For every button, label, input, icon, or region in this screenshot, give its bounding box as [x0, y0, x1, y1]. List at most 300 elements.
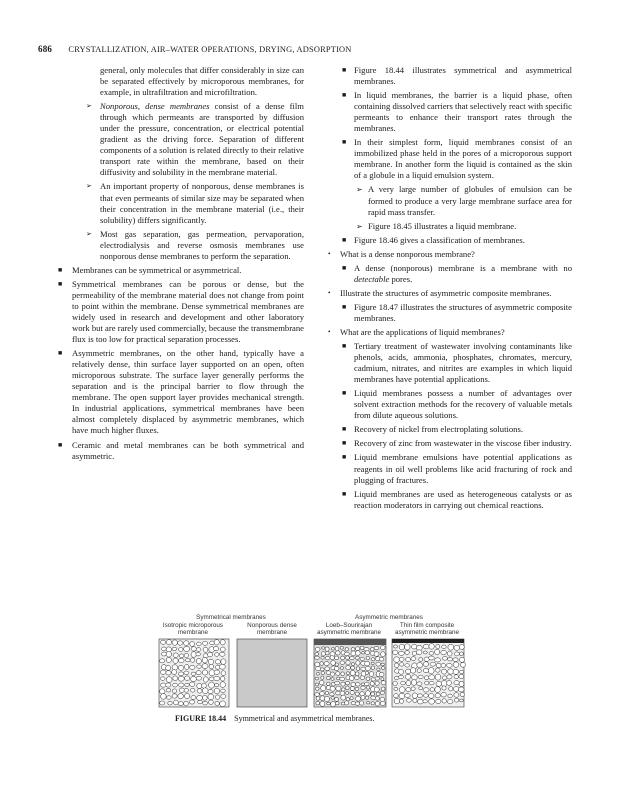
pore	[325, 696, 330, 701]
pore	[320, 668, 324, 671]
pore	[221, 676, 225, 681]
pore	[447, 663, 453, 667]
pore	[459, 681, 464, 686]
pore	[179, 672, 184, 676]
pore	[381, 678, 384, 681]
pore	[316, 687, 320, 690]
pore	[160, 689, 165, 694]
pore	[381, 667, 385, 670]
pore	[191, 677, 197, 682]
pore	[198, 700, 203, 703]
pore	[355, 651, 360, 656]
pore	[454, 652, 459, 656]
pore	[423, 694, 428, 698]
panel3-label-2: asymmetric membrane	[316, 629, 382, 636]
pore	[442, 645, 447, 649]
pore	[173, 676, 178, 681]
panel1-label-2: membrane	[177, 629, 209, 636]
pore	[221, 671, 226, 676]
pore	[173, 683, 178, 687]
pore	[160, 659, 165, 663]
pore	[325, 691, 328, 694]
pore	[370, 682, 374, 686]
pore	[375, 697, 379, 700]
pore	[325, 651, 329, 655]
pore	[208, 652, 213, 657]
pore	[315, 662, 320, 667]
paragraph: ■ In liquid membranes, the barrier is a liquid phase, often containing dissolved carriers that selectively react with specific permeants to enhance their transport rates through the membranes.	[342, 90, 572, 134]
pore	[346, 656, 350, 660]
pore	[179, 688, 184, 692]
pore	[405, 674, 410, 679]
pore	[196, 653, 201, 656]
pore	[366, 677, 370, 681]
pore	[315, 647, 320, 651]
pore	[455, 698, 459, 702]
pore	[393, 650, 398, 655]
pore	[209, 677, 214, 681]
pore	[316, 673, 319, 676]
pore	[425, 681, 429, 685]
pore	[184, 671, 189, 675]
pore	[320, 696, 325, 701]
pore	[321, 685, 326, 690]
pore	[209, 700, 214, 704]
pore	[325, 667, 330, 671]
pore	[355, 676, 360, 680]
paragraph: ■ Figure 18.47 illustrates the structures of asymmetric composite membranes.	[342, 301, 572, 323]
pore	[220, 701, 226, 707]
pore	[400, 699, 404, 703]
pore	[321, 671, 324, 674]
pore	[399, 651, 405, 655]
pore	[371, 658, 375, 661]
pore	[162, 652, 167, 656]
pore	[453, 662, 459, 667]
pore	[448, 694, 453, 698]
square-bullet-icon: ■	[342, 439, 347, 448]
pore	[185, 683, 189, 686]
pore	[179, 647, 183, 651]
pore	[360, 676, 365, 680]
pore	[393, 681, 397, 686]
pore	[394, 687, 398, 690]
pore	[436, 681, 442, 686]
pore	[419, 687, 423, 690]
pore	[435, 687, 441, 693]
pore	[360, 701, 364, 705]
pore	[191, 696, 196, 700]
pore	[327, 702, 331, 705]
pore	[351, 651, 356, 656]
pore	[350, 657, 354, 660]
pore	[202, 670, 208, 675]
pore	[316, 701, 320, 705]
pore	[220, 640, 225, 645]
pore	[360, 692, 365, 696]
pore	[418, 675, 423, 679]
pore	[202, 664, 208, 669]
pore	[367, 686, 370, 689]
pore	[330, 686, 335, 691]
pore	[340, 691, 345, 695]
pore	[374, 687, 379, 692]
pore	[399, 693, 405, 698]
pore	[361, 686, 365, 689]
pore	[406, 657, 411, 662]
pore	[197, 642, 202, 646]
pore	[405, 664, 410, 667]
pore	[356, 661, 360, 666]
pore	[335, 697, 339, 701]
pore	[423, 688, 429, 692]
pore	[448, 700, 453, 704]
pore	[340, 661, 345, 665]
pore	[412, 644, 417, 649]
pore	[316, 667, 321, 671]
paragraph: • What are the applications of liquid membranes?	[328, 326, 505, 337]
pore	[166, 688, 170, 692]
pore	[399, 644, 404, 650]
pore	[190, 658, 195, 662]
square-bullet-icon: ■	[342, 425, 347, 434]
pore	[435, 674, 441, 680]
paragraph: ■ Liquid membranes possess a number of advantages over solvent extraction methods for the recovery of valuable metals from dilute aqueous solutions.	[342, 388, 572, 421]
pore	[344, 652, 349, 656]
pore	[335, 681, 340, 685]
pore	[215, 701, 219, 705]
pore	[365, 651, 370, 655]
pore	[417, 694, 422, 698]
pore	[166, 671, 171, 676]
pore	[321, 676, 324, 679]
pore	[208, 690, 213, 694]
pore	[320, 691, 325, 695]
pore	[460, 657, 465, 662]
running-header	[38, 44, 577, 58]
membrane-figure	[155, 612, 467, 710]
panel3-label-1: Loeb–Sourirajan	[325, 622, 373, 629]
pore	[172, 670, 177, 675]
pore	[184, 688, 189, 692]
pore	[221, 694, 226, 698]
arrow-bullet-icon: ➢	[86, 102, 92, 111]
pore	[379, 657, 384, 661]
panel3-skin-layer	[314, 639, 386, 645]
pore	[160, 670, 166, 674]
pore	[365, 696, 369, 699]
pore	[168, 701, 172, 705]
pore	[448, 669, 454, 674]
pore	[356, 647, 360, 651]
pore	[315, 653, 319, 656]
pore	[197, 683, 202, 688]
pore	[189, 700, 194, 704]
pore	[380, 691, 384, 694]
pore	[184, 701, 189, 706]
pore	[423, 700, 427, 703]
square-bullet-icon: ■	[342, 453, 347, 462]
pore	[381, 681, 386, 685]
pore	[429, 675, 435, 680]
pore	[326, 677, 330, 680]
pore	[442, 676, 447, 680]
pore	[350, 697, 353, 700]
running-title: CRYSTALLIZATION, AIR–WATER OPERATIONS, DRYING, ADSORPTION	[68, 45, 352, 54]
pore	[399, 657, 404, 661]
pore	[411, 657, 416, 661]
pore	[220, 647, 225, 652]
pore	[315, 683, 319, 686]
pore	[209, 664, 214, 669]
pore	[399, 687, 405, 693]
arrow-bullet-icon: ➢	[86, 182, 92, 191]
pore	[321, 657, 325, 660]
pore	[190, 682, 195, 686]
pore	[355, 687, 359, 690]
round-bullet-icon: •	[328, 249, 331, 258]
panel1-pores	[160, 640, 227, 707]
paragraph: • Illustrate the structures of asymmetric composite membranes.	[328, 287, 552, 298]
pore	[202, 657, 207, 663]
pore	[173, 653, 178, 658]
pore	[196, 671, 201, 675]
pore	[411, 687, 415, 691]
arrow-bullet-icon: ➢	[356, 185, 363, 195]
pore	[436, 663, 441, 667]
paragraph: ■ Ceramic and metal membranes can be both symmetrical and asymmetric.	[58, 439, 304, 461]
pore	[166, 683, 171, 687]
pore	[454, 645, 460, 650]
square-bullet-icon: ■	[342, 342, 347, 351]
pore	[220, 682, 225, 688]
pore	[460, 662, 465, 667]
pore	[184, 653, 188, 657]
pore	[448, 657, 453, 661]
pore	[417, 663, 423, 668]
pore	[166, 651, 171, 657]
square-bullet-icon: ■	[342, 138, 347, 147]
pore	[346, 698, 350, 701]
pore	[447, 680, 452, 685]
pore	[423, 662, 428, 667]
pore	[334, 667, 339, 671]
pore	[349, 676, 354, 681]
pore	[336, 651, 341, 655]
pore	[331, 660, 336, 665]
panel2-box	[237, 639, 307, 707]
pore	[442, 686, 446, 690]
paragraph: ■ Recovery of zinc from wastewater in the viscose fiber industry.	[342, 438, 572, 449]
pore	[160, 683, 166, 687]
pore	[214, 640, 219, 645]
paragraph: ■ In their simplest form, liquid membranes consist of an immobilized phase held in the pores of a microporous support membrane. In another form the liquid is contained as the skin of a globule in a liquid emulsion system.	[342, 137, 572, 181]
panel2-label-2: membrane	[256, 629, 288, 636]
pore	[356, 683, 361, 687]
pore	[197, 665, 202, 668]
pore	[459, 645, 464, 650]
pore	[369, 672, 374, 677]
paragraph: ➢ A very large number of globules of emulsion can be formed to produce a very large membrane surface area for rapid mass transfer.	[356, 184, 572, 217]
pore	[454, 693, 459, 698]
pore	[350, 691, 354, 695]
pore	[161, 640, 166, 644]
pore	[196, 658, 201, 663]
paragraph: ➢ An important property of nonporous, dense membranes is that even permeants of similar size may be separated when their concentration in the membrane material (i.e., their solubility) differs significantly.	[86, 181, 304, 225]
pore	[341, 682, 345, 686]
pore	[442, 669, 447, 674]
pore	[316, 696, 320, 700]
round-bullet-icon: •	[328, 288, 331, 297]
pore	[341, 688, 345, 691]
pore	[423, 668, 428, 672]
pore	[399, 669, 404, 674]
panel2-label-1: Nonporous dense	[247, 622, 297, 629]
pore	[379, 672, 384, 676]
pore	[428, 694, 434, 699]
pore	[203, 647, 208, 652]
pore	[178, 665, 183, 670]
pore	[459, 687, 465, 692]
pore	[447, 651, 452, 656]
pore	[424, 676, 428, 680]
pore	[371, 696, 376, 700]
pore	[179, 658, 185, 663]
square-bullet-icon: ■	[342, 91, 347, 100]
paragraph: ■ A dense (nonporous) membrane is a membrane with no detectable pores.	[342, 262, 572, 284]
right-column	[328, 65, 572, 514]
pore	[220, 664, 226, 669]
pore	[406, 669, 411, 674]
pore	[365, 661, 370, 666]
pore	[319, 680, 324, 685]
figure-label-asymmetric: Asymmetric membranes	[355, 614, 423, 621]
pore	[196, 648, 201, 652]
round-bullet-icon: •	[328, 327, 331, 336]
pore	[322, 647, 325, 649]
pore	[346, 672, 350, 675]
pore	[405, 651, 409, 655]
figure-caption	[175, 714, 475, 723]
pore	[377, 668, 380, 671]
pore	[351, 648, 355, 651]
pore	[405, 644, 411, 650]
pore	[340, 677, 345, 681]
pore	[186, 659, 191, 662]
pore	[325, 656, 330, 660]
panel4-label-1: Thin film composite	[399, 622, 455, 629]
pore	[203, 641, 208, 645]
pore	[360, 657, 364, 660]
pore	[330, 656, 334, 660]
pore	[320, 662, 324, 666]
pore	[350, 687, 354, 691]
pore	[423, 644, 429, 649]
pore	[179, 654, 184, 658]
square-bullet-icon: ■	[342, 302, 347, 311]
pore	[346, 681, 350, 685]
pore	[429, 652, 434, 656]
pore	[191, 647, 196, 651]
pore	[410, 668, 415, 674]
pore	[326, 671, 331, 675]
paragraph: ■ Symmetrical membranes can be porous or dense, but the permeability of the membrane material does not change from point to point within the membrane. Dense symmetrical membranes are widely used in research and development and other laboratory work but are rarely used commercially, because the transmembrane flux is too low for practical separation processes.	[58, 278, 304, 345]
pore	[375, 677, 379, 680]
pore	[336, 686, 341, 691]
pore	[429, 681, 434, 685]
pore	[315, 656, 320, 659]
pore	[351, 682, 356, 686]
pore	[335, 702, 339, 705]
pore	[178, 676, 184, 681]
pore	[394, 645, 398, 648]
pore	[365, 671, 368, 674]
pore	[366, 656, 369, 660]
pore	[174, 700, 179, 705]
pore	[412, 693, 417, 698]
pore	[346, 692, 349, 695]
pore	[365, 666, 370, 670]
square-bullet-icon: ■	[58, 349, 63, 358]
pore	[419, 658, 423, 662]
pore	[399, 675, 404, 679]
pore	[336, 691, 341, 695]
pore	[346, 665, 351, 669]
paragraph: ■ Asymmetric membranes, on the other hand, typically have a relatively dense, thin surface layer supported on an open, often microporous substrate. The surface layer generally performs the separation and is the principal barrier to flow through the membrane. The open support layer provides mechanical strength. In industrial applications, symmetrical membranes have been almost completely displaced by asymmetric membranes, which have much higher fluxes.	[58, 348, 304, 436]
pore	[411, 680, 416, 686]
pore	[407, 698, 412, 702]
pore	[172, 689, 176, 693]
square-bullet-icon: ■	[342, 66, 347, 74]
pore	[459, 699, 463, 702]
pore	[361, 652, 364, 654]
pore	[355, 702, 360, 705]
pore	[356, 696, 361, 701]
pore	[355, 692, 359, 696]
pore	[341, 672, 345, 676]
pore	[381, 663, 385, 666]
pore	[376, 662, 381, 666]
pore	[371, 702, 374, 705]
paragraph: ■ Liquid membranes are used as heterogeneous catalysts or as reaction moderators in carrying out chemical reactions.	[342, 488, 572, 510]
pore	[430, 662, 436, 666]
pore	[341, 695, 346, 700]
pore	[161, 694, 167, 700]
panel4-label-2: asymmetric membrane	[394, 629, 460, 636]
pore	[190, 688, 195, 692]
pore	[173, 658, 178, 663]
pore	[350, 670, 355, 675]
pore	[185, 664, 189, 669]
pore	[416, 650, 422, 655]
pore	[178, 641, 183, 645]
pore	[412, 651, 416, 655]
pore	[406, 688, 411, 692]
figure-label-symmetrical: Symmetrical membranes	[196, 614, 266, 621]
pore	[381, 652, 386, 657]
square-bullet-icon: ■	[342, 489, 347, 498]
pore	[436, 644, 440, 648]
pore	[184, 641, 189, 646]
pore	[453, 669, 459, 674]
pore	[221, 689, 226, 693]
square-bullet-icon: ■	[342, 389, 347, 398]
pore	[345, 648, 348, 652]
pore	[315, 677, 318, 680]
pore	[214, 676, 220, 681]
pore	[321, 652, 325, 656]
pore	[351, 702, 355, 705]
